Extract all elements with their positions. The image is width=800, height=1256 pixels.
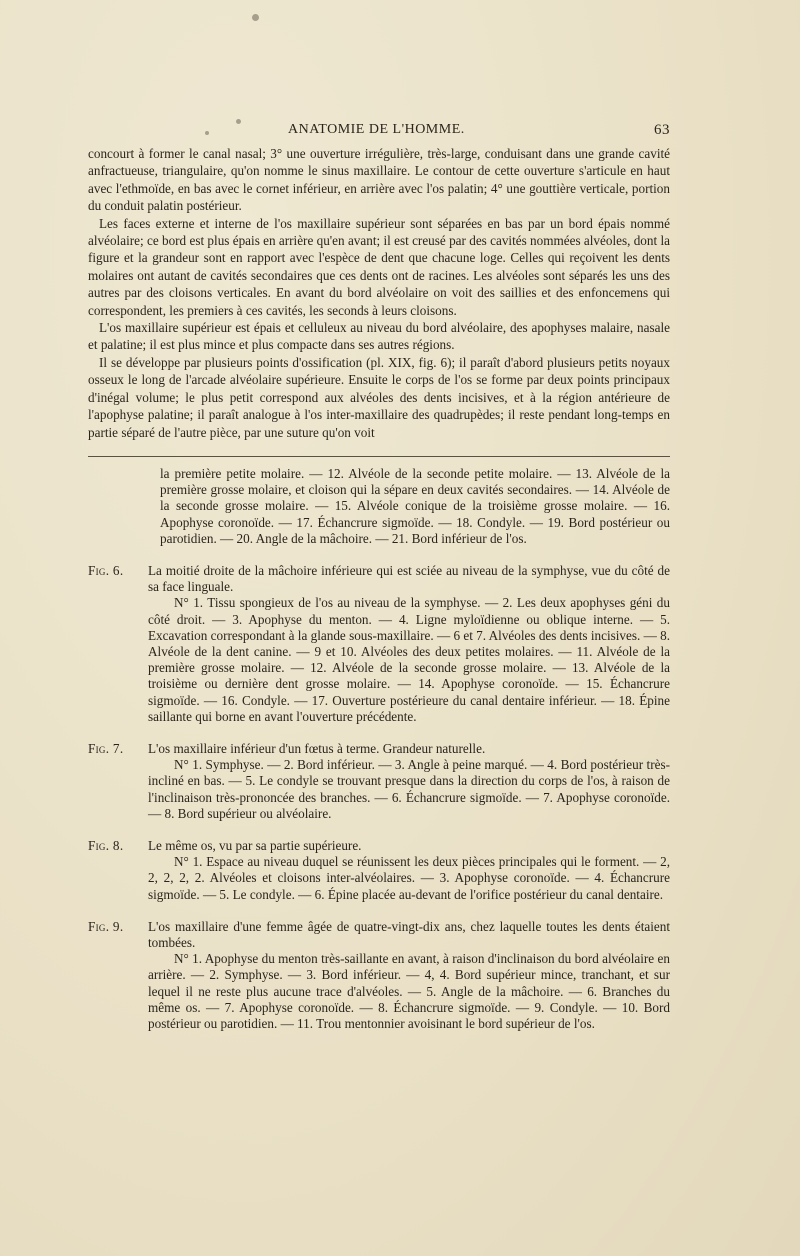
section-divider xyxy=(88,456,670,457)
figure-captions xyxy=(88,466,670,1032)
running-header xyxy=(88,122,670,142)
figure-legend: N° 1. Tissu spongieux de l'os au niveau de la symphyse. — 2. Les deux apophyses géni du côté droit. — 3. Apophyse du menton. — 4. Ligne myloïdienne ou oblique interne. — 5. Excavation correspondant à la glande sous-maxillaire. — 6 et 7. Alvéoles des dents incisives. — 8. Alvéole de la dent canine. — 9 et 10. Alvéoles des deux petites molaires. — 11. Alvéole de la première grosse molaire. — 12. Alvéole de la seconde grosse molaire. — 13. Alvéole de la troisième ou dernière dent grosse molaire. — 14. Apophyse coronoïde. — 15. Échancrure sigmoïde. — 16. Condyle. — 17. Ouverture postérieure du canal dentaire inférieur. — 18. Épine saillante qui borne en avant l'ouverture précédente. xyxy=(148,595,670,724)
continuation-text: la première petite molaire. — 12. Alvéole de la seconde petite molaire. — 13. Alvéole de la première grosse molaire, et cloison qui la sépare en deux cavités secondaires. — 14. Alvéole de la seconde grosse molaire. — 15. Alvéole conique de la troisième grosse molaire. — 16. Apophyse coronoïde. — 17. Échancrure sigmoïde. — 18. Condyle. — 19. Bord postérieur ou parotidien. — 20. Angle de la mâchoire. — 21. Bord inférieur de l'os. xyxy=(160,466,670,546)
figure-caption-9 xyxy=(88,919,670,1032)
running-title: ANATOMIE DE L'HOMME. xyxy=(288,122,465,137)
figure-title: La moitié droite de la mâchoire inférieure qui est sciée au niveau de la symphyse, vue du côté de sa face linguale. xyxy=(148,563,670,595)
figure-caption-8 xyxy=(88,838,670,903)
paper-speck xyxy=(252,14,259,21)
figure-title: L'os maxillaire d'une femme âgée de quatre-vingt-dix ans, chez laquelle toutes les dents étaient tombées. xyxy=(148,918,670,951)
figure-legend: N° 1. Symphyse. — 2. Bord inférieur. — 3. Angle à peine marqué. — 4. Bord postérieur très-incliné en bas. — 5. Le condyle se trouvant presque dans la direction du corps de l'os, à raison de l'inclinaison très-prononcée des branches. — 6. Échancrure sigmoïde. — 7. Apophyse coronoïde. — 8. Bord supérieur ou alvéolaire. xyxy=(148,757,670,821)
figure-label: Fig. 6. xyxy=(88,563,124,579)
figure-label: Fig. 7. xyxy=(88,741,124,757)
figure-legend: N° 1. Apophyse du menton très-saillante en avant, à raison d'inclinaison du bord alvéolaire en arrière. — 2. Symphyse. — 3. Bord inférieur. — 4, 4. Bord supérieur mince, tranchant, et sur lequel il ne reste plus aucune trace d'alvéoles. — 5. Angle de la mâchoire. — 6. Branches du même os. — 7. Apophyse coronoïde. — 8. Échancrure sigmoïde. — 9. Condyle. — 10. Bord postérieur ou parotidien. — 11. Trou mentonnier avoisinant le bord supérieur de l'os. xyxy=(148,951,670,1032)
paragraph: concourt à former le canal nasal; 3° une ouverture irrégulière, très-large, conduisant dans une grande cavité anfractueuse, triangulaire, qu'on nomme le sinus maxillaire. Le contour de cette ouverture s'articule en haut avec l'ethmoïde, en bas avec le cornet inférieur, en arrière avec l'os palatin; 4° une gouttière verticale, portion du conduit palatin postérieur. xyxy=(88,146,670,214)
figure-label: Fig. 8. xyxy=(88,838,124,854)
figure-caption-6 xyxy=(88,563,670,725)
paragraph: Il se développe par plusieurs points d'ossification (pl. XIX, fig. 6); il paraît d'abord plusieurs petits noyaux osseux le long de l'arcade alvéolaire supérieure. Ensuite le corps de l'os se forme par deux points principaux d'inégal volume; le plus petit correspond aux alvéoles des dents incisives, et à la région antérieure de l'apophyse palatine; il paraît analogue à l'os inter-maxillaire des quadrupèdes; il reste pendant long-temps en partie séparé de l'autre pièce, par une suture qu'on voit xyxy=(88,354,670,440)
paragraph: Les faces externe et interne de l'os maxillaire supérieur sont séparées en bas par un bord épais nommé alvéolaire; ce bord est plus épais en arrière qu'en avant; il est creusé par des cavités nommées alvéoles, dont la figure et la grandeur sont en rapport avec l'espèce de dent que chacune loge. Celles qui reçoivent les dents molaires ont autant de cavités secondaires que ces dents ont de racines. Les alvéoles sont séparés les uns des autres par des cloisons verticales. En avant du bord alvéolaire on voit des saillies et des enfoncemens qui correspondent, les premiers à ces cavités, les seconds à leurs cloisons. xyxy=(88,215,670,318)
figure-caption-7 xyxy=(88,741,670,822)
figure-title: L'os maxillaire inférieur d'un fœtus à terme. Grandeur naturelle. xyxy=(148,741,486,757)
figure-legend: N° 1. Espace au niveau duquel se réunissent les deux pièces principales qui le forment. — 2, 2, 2, 2, 2. Alvéoles et cloisons inter-alvéolaires. — 3. Apophyse coronoïde. — 4. Échancrure sigmoïde. — 5. Le condyle. — 6. Épine placée au-devant de l'orifice postérieur du canal dentaire. xyxy=(148,854,670,902)
main-text xyxy=(88,145,670,441)
figure-title: Le même os, vu par sa partie supérieure. xyxy=(148,838,362,854)
paragraph: L'os maxillaire supérieur est épais et celluleux au niveau du bord alvéolaire, des apophyses malaire, nasale et palatine; il est plus mince et plus compacte dans ses autres régions. xyxy=(88,320,670,353)
figure-label: Fig. 9. xyxy=(88,918,124,934)
page-number: 63 xyxy=(654,122,670,138)
caption-continuation xyxy=(160,466,670,547)
